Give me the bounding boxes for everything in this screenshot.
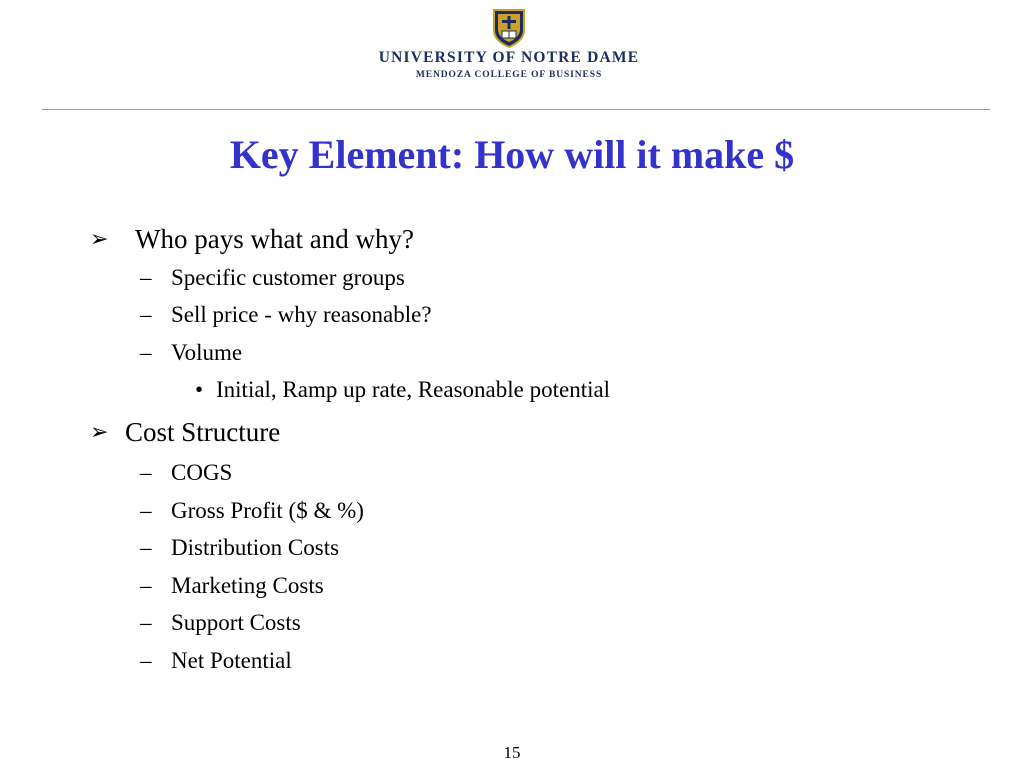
sub-bullet-label: COGS: [171, 460, 233, 485]
sub-bullet-label: Sell price - why reasonable?: [171, 302, 432, 327]
slide-title: Key Element: How will it make $: [229, 132, 795, 177]
dash-marker: –: [140, 460, 152, 485]
dash-marker: –: [140, 610, 152, 635]
dot-marker: •: [195, 377, 204, 402]
bullet-label: Cost Structure: [125, 417, 281, 447]
arrow-bullet-icon: ➢: [90, 226, 109, 251]
university-crest-icon: [492, 8, 526, 48]
dash-marker: –: [140, 302, 152, 327]
header-logo: [0, 0, 1024, 100]
university-name: UNIVERSITY OF NOTRE DAME: [378, 49, 640, 66]
sub-sub-bullet-label: Initial, Ramp up rate, Reasonable potential: [216, 377, 611, 402]
bullet-label: Who pays what and why?: [135, 224, 414, 254]
sub-bullet-label: Net Potential: [171, 648, 292, 673]
dash-marker: –: [140, 265, 152, 290]
sub-bullet-label: Volume: [171, 340, 243, 365]
arrow-bullet-icon: ➢: [90, 419, 109, 444]
dash-marker: –: [140, 340, 152, 365]
header-divider: [42, 109, 990, 110]
dash-marker: –: [140, 648, 152, 673]
dash-marker: –: [140, 535, 152, 560]
sub-bullet-label: Distribution Costs: [171, 535, 340, 560]
sub-bullet-label: Support Costs: [171, 610, 301, 635]
sub-bullet-label: Gross Profit ($ & %): [171, 498, 364, 523]
dash-marker: –: [140, 573, 152, 598]
college-name: MENDOZA COLLEGE OF BUSINESS: [415, 70, 603, 80]
page-number: 15: [503, 743, 521, 762]
sub-bullet-label: Specific customer groups: [171, 265, 405, 290]
sub-bullet-label: Marketing Costs: [171, 573, 324, 598]
dash-marker: –: [140, 498, 152, 523]
